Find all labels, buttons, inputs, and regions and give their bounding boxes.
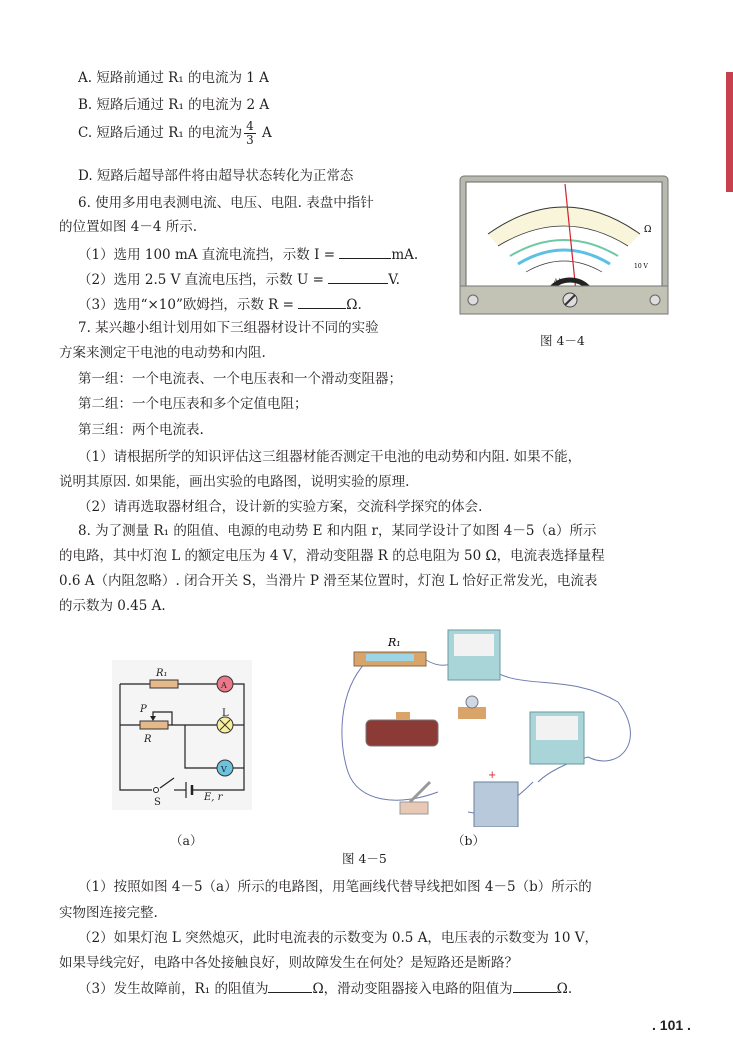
q8-part1-b: 实物图连接完整.	[59, 905, 158, 921]
option-c-text: C. 短路后通过 R₁ 的电流为	[78, 125, 243, 141]
q8-line1: 8. 为了测量 R₁ 的阻值、电源的电动势 E 和内阻 r，某同学设计了如图 4－5（a）所示	[78, 523, 597, 539]
q8-p3-text: （3）发生故障前，R₁ 的阻值为	[78, 981, 269, 997]
page-number: . 101 .	[652, 1017, 691, 1033]
rheostat-photo	[366, 720, 438, 746]
label-e-r: E, r	[204, 792, 223, 803]
q7-group1: 第一组：一个电流表、一个电压表和一个滑动变阻器；	[78, 371, 402, 387]
q7-part1-a: （1）请根据所学的知识评估这三组器材能否测定干电池的电动势和内阻. 如果不能，	[78, 449, 582, 465]
q8-p3-unit: Ω.	[556, 981, 573, 997]
q6-part2	[78, 269, 400, 289]
q6-part1	[78, 244, 418, 264]
fig45-sub-b: （b）	[452, 833, 486, 848]
q8-line2: 的电路，其中灯泡 L 的额定电压为 4 V，滑动变阻器 R 的总电阻为 50 Ω，电流表选择量程	[59, 548, 605, 564]
answer-blank[interactable]	[339, 244, 391, 259]
q6-p2-unit: V.	[388, 272, 400, 288]
apparatus-photo-b	[318, 622, 658, 827]
option-c	[78, 118, 272, 148]
chapter-side-tab	[726, 72, 733, 192]
denominator: 3	[246, 133, 254, 147]
svg-text:+: +	[488, 770, 497, 781]
q6-line2: 的位置如图 4－4 所示.	[59, 219, 198, 235]
q8-line3: 0.6 A（内阻忽略）. 闭合开关 S，当滑片 P 滑至某位置时，灯泡 L 恰好正常发光，电流表	[59, 573, 598, 589]
label-v: V	[221, 765, 227, 774]
q8-part2-b: 如果导线完好，电路中各处接触良好，则故障发生在何处？是短路还是断路？	[59, 955, 518, 971]
q7-group2: 第二组：一个电压表和多个定值电阻；	[78, 396, 308, 412]
label-a: A	[221, 681, 227, 690]
option-c-unit: A	[257, 125, 272, 141]
answer-blank[interactable]	[298, 294, 346, 309]
q6-p2-text: （2）选用 2.5 V 直流电压挡，示数 U =	[78, 272, 324, 288]
photo-label-r1: R₁	[388, 636, 401, 649]
q7-group3: 第三组：两个电流表.	[78, 422, 204, 438]
q7-part1-b: 说明其原因. 如果能，画出实验的电路图，说明实验的原理.	[59, 474, 410, 490]
answer-blank[interactable]	[268, 978, 312, 993]
q6-line1: 6. 使用多用电表测电流、电压、电阻. 表盘中指针	[78, 195, 374, 211]
ohm-scale-label: Ω	[644, 225, 652, 235]
fig45-sub-a: （a）	[170, 833, 203, 848]
label-r1: R₁	[156, 668, 168, 679]
option-d: D. 短路后超导部件将由超导状态转化为正常态	[78, 168, 354, 184]
label-s: S	[154, 797, 161, 808]
multimeter-dial-figure	[458, 172, 670, 318]
switch-icon	[154, 788, 159, 793]
q7-part2: （2）请再选取器材组合，设计新的实验方案，交流科学探究的体会.	[78, 499, 483, 515]
label-r: R	[144, 734, 152, 745]
option-b: B. 短路后通过 R₁ 的电流为 2 A	[78, 97, 270, 113]
q8-part1-a: （1）按照如图 4－5（a）所示的电路图，用笔画线代替导线把如图 4－5（b）所示的	[78, 879, 592, 895]
screw-icon	[468, 295, 478, 305]
battery-photo	[474, 782, 518, 827]
q8-part3	[78, 978, 572, 998]
switch-photo	[400, 802, 428, 814]
10v-scale-label: 10 V	[634, 263, 648, 270]
q6-p3-unit: Ω.	[346, 297, 362, 313]
label-l: L	[222, 708, 229, 719]
q7-line2: 方案来测定干电池的电动势和内阻.	[59, 345, 266, 361]
q8-part2-a: （2）如果灯泡 L 突然熄灭，此时电流表的示数变为 0.5 A，电压表的示数变为 10 V，	[78, 930, 598, 946]
resistor-r1	[150, 680, 178, 688]
fig44-caption: 图 4－4	[540, 333, 585, 348]
answer-blank[interactable]	[328, 269, 388, 284]
answer-blank[interactable]	[513, 978, 557, 993]
avo-label: A-V-Ω	[554, 278, 568, 284]
fraction	[244, 120, 256, 147]
numerator: 4	[246, 119, 254, 133]
option-a: A. 短路前通过 R₁ 的电流为 1 A	[78, 70, 269, 86]
screw-icon	[650, 295, 660, 305]
lamp-photo	[458, 707, 486, 719]
fig45-caption: 图 4－5	[342, 851, 387, 866]
q8-line4: 的示数为 0.45 A.	[59, 598, 166, 614]
q6-p3-text: （3）选用“×10”欧姆挡，示数 R =	[78, 297, 294, 313]
rheostat-r	[140, 721, 168, 729]
q6-p1-text: （1）选用 100 mA 直流电流挡，示数 I =	[78, 247, 336, 263]
q8-p3-mid: Ω，滑动变阻器接入电路的阻值为	[312, 981, 513, 997]
q7-line1: 7. 某兴趣小组计划用如下三组器材设计不同的实验	[78, 320, 379, 336]
q6-part3	[78, 294, 362, 314]
q6-p1-unit: mA.	[391, 247, 419, 263]
circuit-diagram-a	[112, 660, 252, 810]
label-p: P	[140, 704, 147, 715]
